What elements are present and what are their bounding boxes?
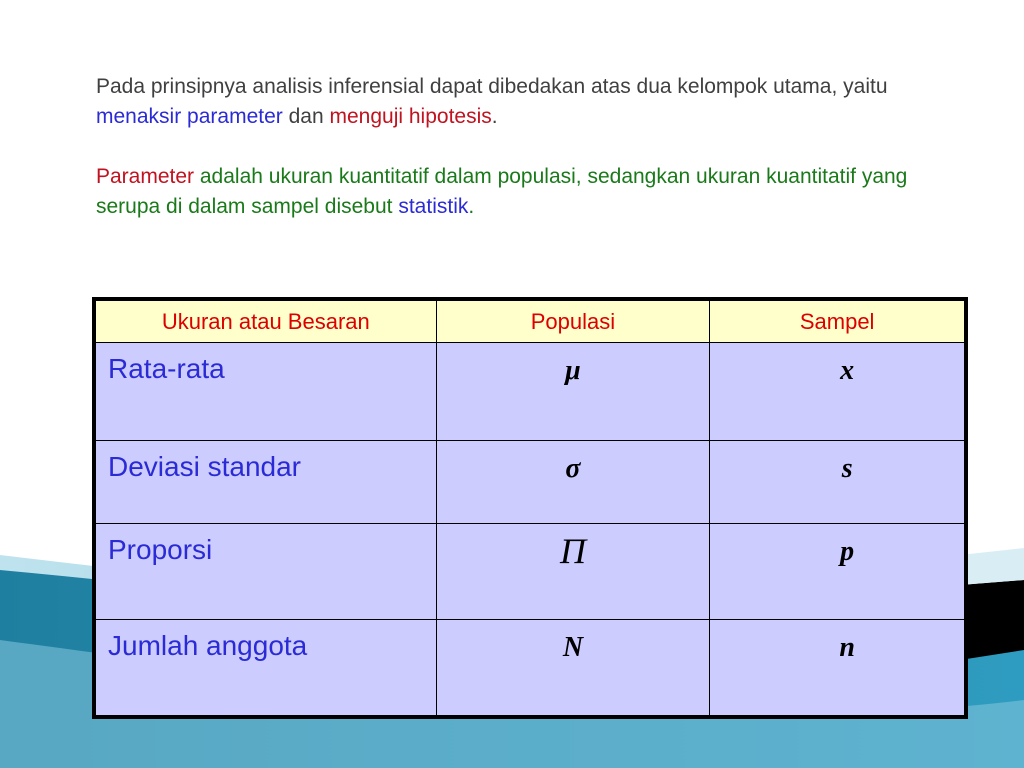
table-row	[96, 620, 965, 716]
cell-measure	[96, 343, 437, 441]
measure-name: Proporsi	[108, 534, 213, 565]
table-row	[96, 524, 965, 620]
sample-symbol: n	[839, 632, 855, 663]
cell-measure	[96, 524, 437, 620]
header-measure: Ukuran atau Besaran	[96, 301, 437, 343]
table-row	[96, 343, 965, 441]
measure-name: Rata-rata	[108, 353, 225, 384]
cell-population	[436, 343, 710, 441]
intro-text	[96, 72, 936, 222]
sample-symbol: s	[841, 453, 853, 484]
cell-measure	[96, 620, 437, 716]
measure-name: Jumlah anggota	[108, 630, 308, 661]
cell-sample	[710, 524, 965, 620]
term-parameter-definition: Parameter	[96, 165, 195, 188]
intro-paragraph-2: Parameter adalah ukuran kuantitatif dalam populasi, sedangkan ukuran kuantitatif yang serupa di dalam sampel disebut statistik.	[96, 165, 908, 218]
term-parameter: parameter	[187, 105, 283, 128]
population-symbol: μ	[565, 355, 581, 386]
term-menaksir: menaksir	[96, 105, 182, 128]
cell-sample	[710, 441, 965, 524]
cell-population	[436, 524, 710, 620]
population-symbol: Π	[559, 531, 586, 571]
table-row	[96, 441, 965, 524]
sample-symbol: p	[840, 536, 855, 567]
table-header-row	[96, 301, 965, 343]
sample-symbol: x	[840, 355, 855, 386]
cell-population	[436, 620, 710, 716]
cell-measure	[96, 441, 437, 524]
cell-population	[436, 441, 710, 524]
measure-name: Deviasi standar	[108, 451, 301, 482]
population-symbol: σ	[565, 453, 581, 484]
cell-sample	[710, 620, 965, 716]
term-menguji-hipotesis: menguji hipotesis	[329, 105, 492, 128]
header-population: Populasi	[436, 301, 710, 343]
statistics-table	[92, 297, 968, 719]
term-statistik: statistik	[398, 195, 469, 218]
population-symbol: N	[562, 632, 584, 663]
cell-sample	[710, 343, 965, 441]
intro-paragraph-1: Pada prinsipnya analisis inferensial dapat dibedakan atas dua kelompok utama, yaitu menaksir parameter dan menguji hipotesis.	[96, 75, 888, 128]
header-sample: Sampel	[710, 301, 965, 343]
